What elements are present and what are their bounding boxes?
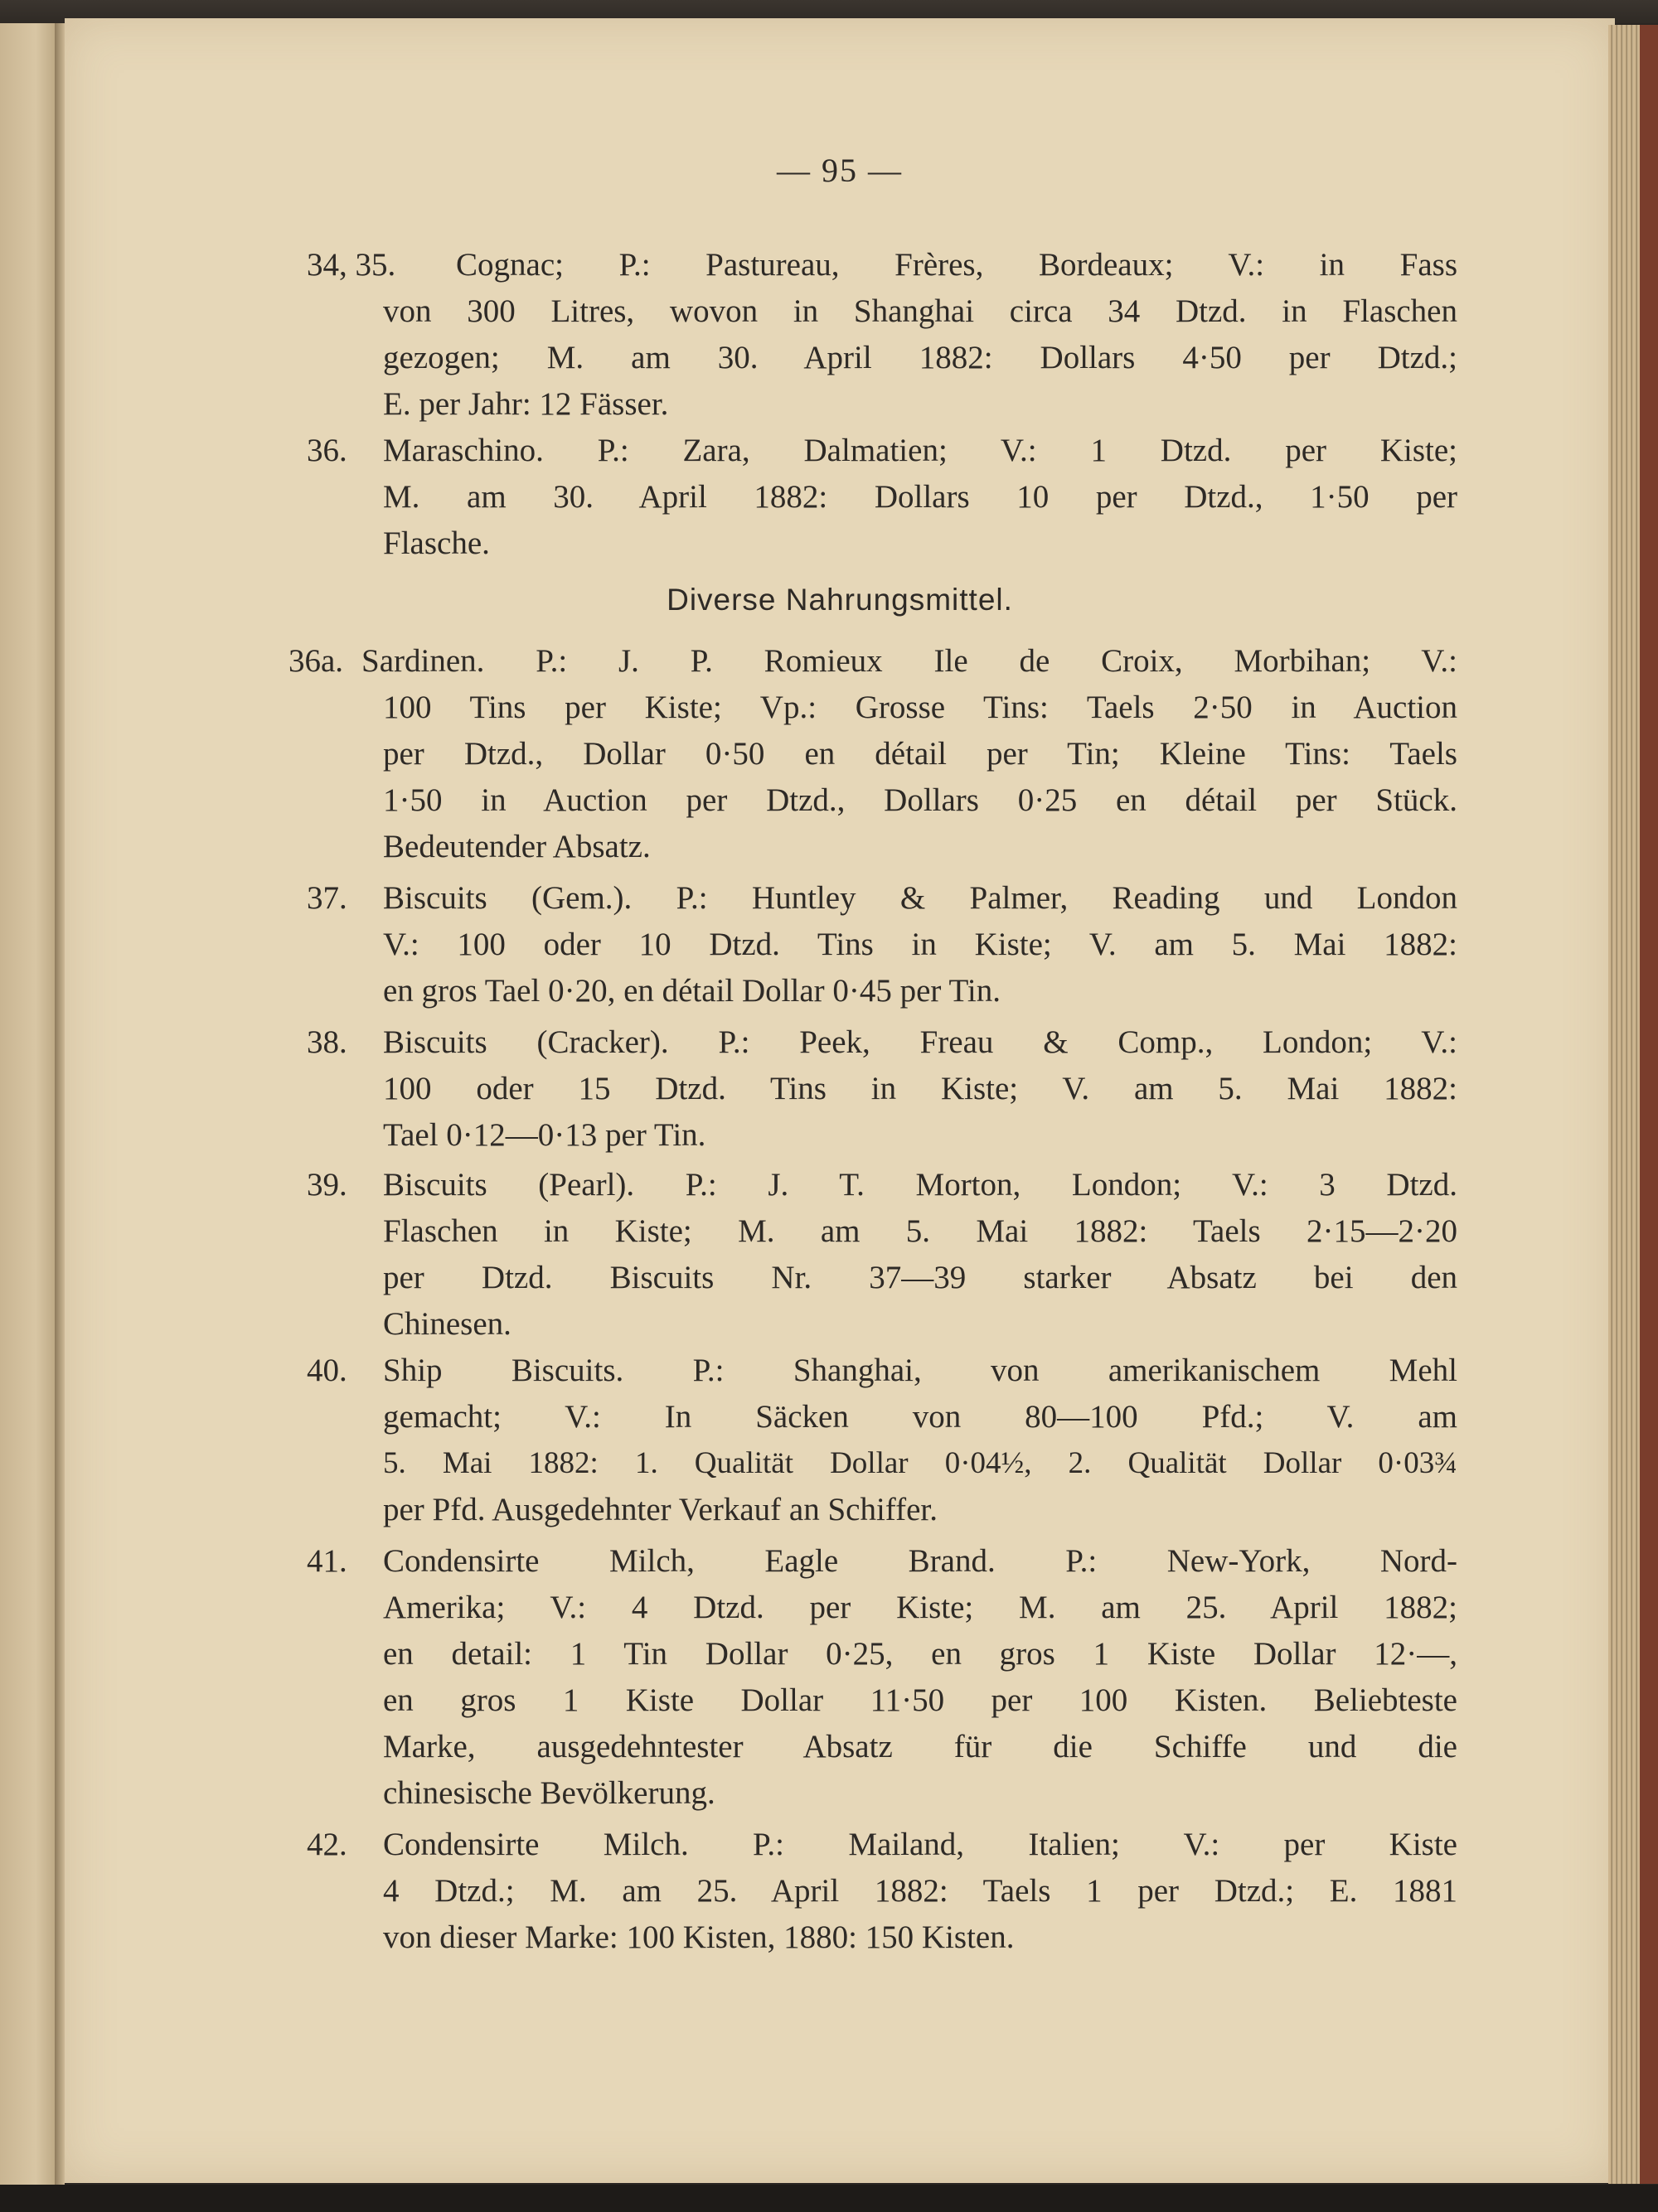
entry-line: Tael 0·12—0·13 per Tin. [383,1117,706,1153]
entry-line: Cognac; P.: Pastureau, Frères, Bordeaux; V.: in Fass [456,247,1457,283]
entry-line: en detail: 1 Tin Dollar 0·25, en gros 1 Kiste Dollar 12·—, [383,1636,1457,1672]
entry-number: 38. [307,1024,347,1060]
entry-line: 100 Tins per Kiste; Vp.: Grosse Tins: Taels 2·50 in Auction [383,690,1457,725]
entry-line: per Dtzd., Dollar 0·50 en détail per Tin; Kleine Tins: Taels [383,736,1457,772]
entry-line: 4 Dtzd.; M. am 25. April 1882: Taels 1 per Dtzd.; E. 1881 [383,1873,1457,1909]
entry-line: gemacht; V.: In Säcken von 80—100 Pfd.; V. am [383,1399,1457,1435]
book-page [65,18,1615,2183]
entry-line: 100 oder 15 Dtzd. Tins in Kiste; V. am 5. Mai 1882: [383,1071,1457,1106]
entry-line: Condensirte Milch, Eagle Brand. P.: New-York, Nord- [383,1543,1457,1579]
entry-line: Condensirte Milch. P.: Mailand, Italien; V.: per Kiste [383,1827,1457,1862]
page-block-edges [1608,25,1641,2184]
entry-line: chinesische Bevölkerung. [383,1775,715,1811]
facing-page-edge [0,23,60,2186]
section-heading: Diverse Nahrungsmittel. [667,583,1013,617]
entry-number: 34, 35. [307,247,396,283]
entry-line: gezogen; M. am 30. April 1882: Dollars 4·50 per Dtzd.; [383,340,1457,375]
entry-line: E. per Jahr: 12 Fässer. [383,386,669,422]
entry-line: Biscuits (Pearl). P.: J. T. Morton, London; V.: 3 Dtzd. [383,1167,1457,1203]
entry-line: Chinesen. [383,1306,511,1342]
entry-line: V.: 100 oder 10 Dtzd. Tins in Kiste; V. am 5. Mai 1882: [383,927,1457,962]
entry-number: 36. [307,433,347,468]
entry-line: 5. Mai 1882: 1. Qualität Dollar 0·04½, 2. Qualität Dollar 0·03¾ [383,1446,1457,1480]
entry-line: Biscuits (Gem.). P.: Huntley & Palmer, Reading und London [383,880,1457,916]
entry-number: 39. [307,1167,347,1203]
entry-line: Bedeutender Absatz. [383,829,651,864]
entry-line: Amerika; V.: 4 Dtzd. per Kiste; M. am 25. April 1882; [383,1590,1457,1625]
page-number: — 95 — [777,152,903,189]
entry-line: von 300 Litres, wovon in Shanghai circa 34 Dtzd. in Flaschen [383,293,1457,329]
page-text [65,18,1615,2183]
entry-number: 42. [307,1827,347,1862]
entry-line: Biscuits (Cracker). P.: Peek, Freau & Comp., London; V.: [383,1024,1457,1060]
entry-number: 37. [307,880,347,916]
entry-line: Flaschen in Kiste; M. am 5. Mai 1882: Taels 2·15—2·20 [383,1213,1457,1249]
entry-line: en gros Tael 0·20, en détail Dollar 0·45 per Tin. [383,973,1001,1009]
entry-line: Ship Biscuits. P.: Shanghai, von amerikanischem Mehl [383,1353,1457,1388]
entry-line: Flasche. [383,525,490,561]
book-gutter [55,23,65,2186]
book-cover-edge [1640,25,1658,2184]
entry-line: per Dtzd. Biscuits Nr. 37—39 starker Absatz bei den [383,1260,1457,1295]
entry-line: Maraschino. P.: Zara, Dalmatien; V.: 1 Dtzd. per Kiste; [383,433,1457,468]
book-binding-bottom [0,2185,1658,2212]
entry-line: 1·50 in Auction per Dtzd., Dollars 0·25 en détail per Stück. [383,782,1457,818]
entry-line: von dieser Marke: 100 Kisten, 1880: 150 Kisten. [383,1919,1015,1955]
entry-line: en gros 1 Kiste Dollar 11·50 per 100 Kisten. Beliebteste [383,1682,1457,1718]
entry-number: 40. [307,1353,347,1388]
entry-line: per Pfd. Ausgedehnter Verkauf an Schiffer. [383,1492,938,1527]
entry-number: 41. [307,1543,347,1579]
entry-number: 36a. [288,643,344,679]
entry-line: Sardinen. P.: J. P. Romieux Ile de Croix, Morbihan; V.: [361,643,1457,679]
entry-line: Marke, ausgedehntester Absatz für die Schiffe und die [383,1729,1457,1764]
entry-line: M. am 30. April 1882: Dollars 10 per Dtzd., 1·50 per [383,479,1457,515]
